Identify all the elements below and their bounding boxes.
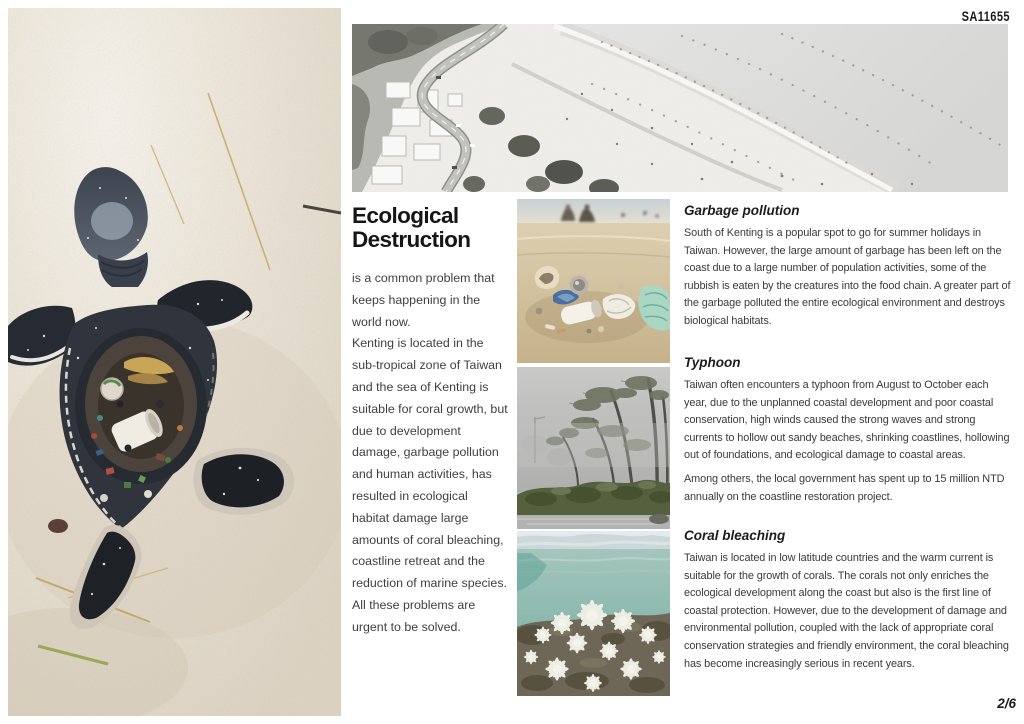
section-heading: Coral bleaching — [684, 528, 786, 543]
page-title-line2: Destruction — [352, 227, 471, 252]
typhoon-photo-illustration — [517, 367, 670, 529]
page-code: SA11655 — [961, 9, 1010, 24]
section-heading: Typhoon — [684, 355, 741, 370]
garbage-photo — [517, 199, 670, 363]
intro-paragraph-2: Kenting is located in the sub-tropical zone of Taiwan and the sea of Kenting is suitable for coral growth, but due to development damage, garbage pollution and human activities, has resulted in ecological habitat damage large amounts of coral bleaching, coastline retreat and the reduction of marine species. All these problems are urgent to be solved. — [352, 336, 508, 634]
beach-aerial-illustration — [352, 24, 1008, 192]
section-coral-bleaching — [684, 528, 1014, 679]
section-paragraph: Among others, the local government has spent up to 15 million NTD annually on the coastline restoration project. — [684, 472, 1005, 503]
page-title-line1: Ecological — [352, 203, 459, 228]
coral-photo — [517, 531, 670, 696]
section-paragraph: South of Kenting is a popular spot to go for summer holidays in Taiwan. However, the large amount of garbage has been left on the coast due to a large number of population activities, some of the rubbish is eaten by the creatures into the food chain. A greater part of the garbage polluted the entire ecological environment and destroys biological habitats. — [684, 227, 1011, 327]
coral-photo-illustration — [517, 531, 670, 696]
turtle-photo-illustration — [8, 8, 341, 716]
intro-paragraph-1: is a common problem that keeps happening in the world now. — [352, 271, 495, 329]
page-title — [352, 204, 522, 252]
turtle-photo — [8, 8, 341, 716]
section-heading: Garbage pollution — [684, 203, 800, 218]
intro-text — [352, 268, 508, 639]
section-garbage-pollution — [684, 203, 1014, 337]
section-typhoon — [684, 355, 1014, 512]
section-paragraph: Taiwan is located in low latitude countries and the warm current is suitable for the growth of corals. The corals not only enriches the ecological development along the coast but also is the first line of coastal protection. However, due to the development of damage and environmental pollution, coupled with the lack of appropriate coral conservation strategies and friendly environment, the coral bleaching has become increasingly serious in recent years. — [684, 552, 1009, 670]
garbage-photo-illustration — [517, 199, 670, 363]
section-paragraph: Taiwan often encounters a typhoon from August to October each year, due to the unplanned coastal development and poor coastal conservation, high winds caused the strong waves and strong currents to hollow out sandy beaches, shrinking coastlines, hollowing out of foundations, and ecological damage to coastal areas. — [684, 379, 1010, 462]
page-number: 2/6 — [997, 696, 1016, 711]
typhoon-photo — [517, 367, 670, 529]
beach-aerial-photo — [352, 24, 1008, 192]
